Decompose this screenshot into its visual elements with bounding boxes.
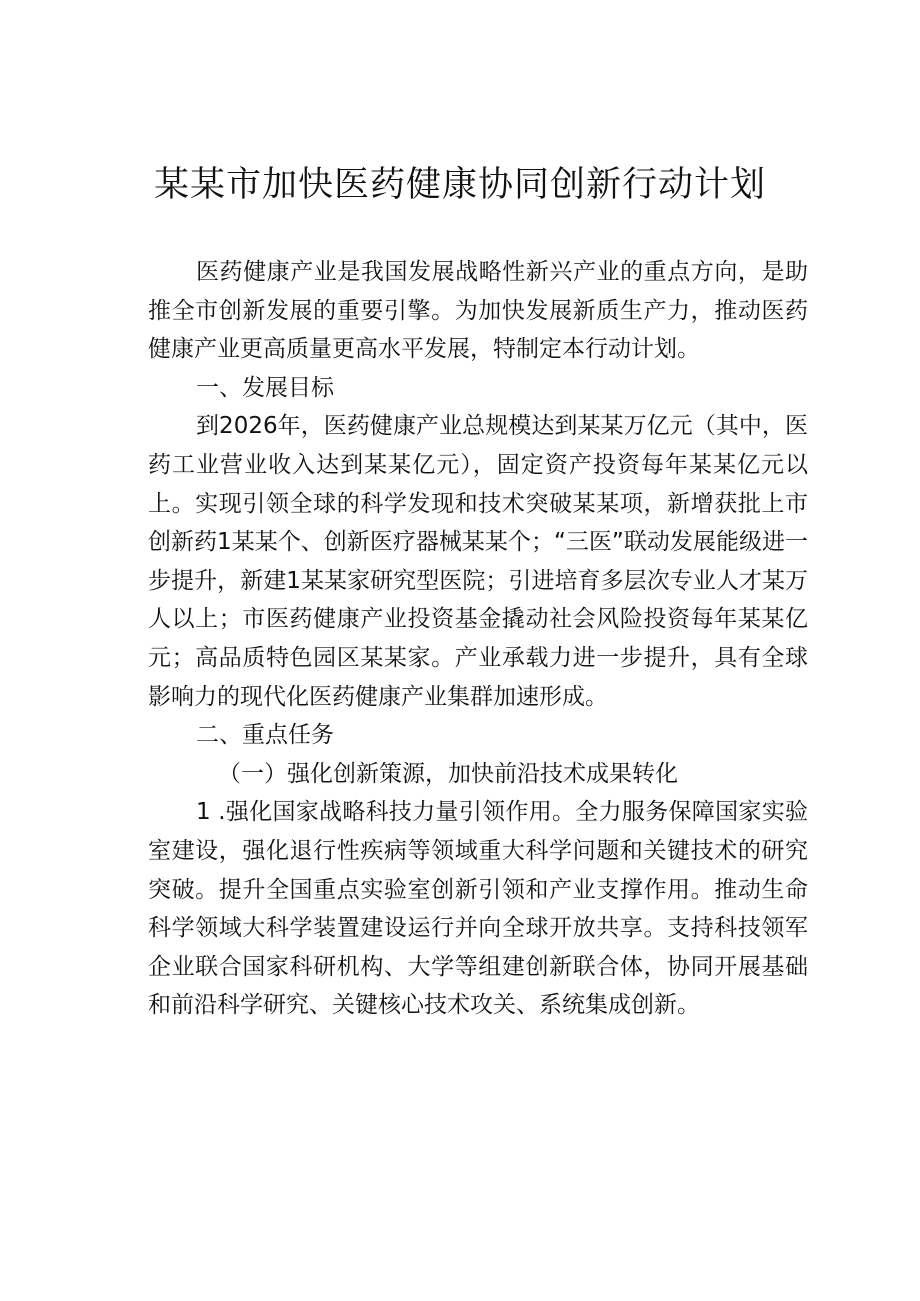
intro-paragraph: 医药健康产业是我国发展战略性新兴产业的重点方向，是助推全市创新发展的重要引擎。为加快发展新质生产力，推动医药健康产业更高质量更高水平发展，特制定本行动计划。 <box>148 259 808 363</box>
section-heading-goals: 一、发展目标 <box>196 374 334 401</box>
subsection-heading-innovation: （一）强化创新策源，加快前沿技术成果转化 <box>218 760 678 787</box>
document-title: 某某市加快医药健康协同创新行动计划 <box>153 165 766 205</box>
document-body <box>148 253 808 1025</box>
section-heading-tasks: 二、重点任务 <box>196 722 334 749</box>
task-item-1-paragraph: 1 .强化国家战略科技力量引领作用。全力服务保障国家实验室建设，强化退行性疾病等领域重大科学问题和关键技术的研究突破。提升全国重点实验室创新引领和产业支撑作用。推动生命科学领域大科学装置建设运行并向全球开放共享。支持科技领军企业联合国家科研机构、大学等组建创新联合体，协同开展基础和前沿科学研究、关键核心技术攻关、系统集成创新。 <box>148 799 808 1019</box>
goals-paragraph: 到2026年，医药健康产业总规模达到某某万亿元（其中，医药工业营业收入达到某某亿元），固定资产投资每年某某亿元以上。实现引领全球的科学发现和技术突破某某项，新增获批上市创新药1某某个、创新医疗器械某某个；“三医”联动发展能级进一步提升，新建1某某家研究型医院；引进培育多层次专业人才某万人以上；市医药健康产业投资基金撬动社会风险投资每年某某亿元；高品质特色园区某某家。产业承载力进一步提升，具有全球影响力的现代化医药健康产业集群加速形成。 <box>148 413 808 710</box>
